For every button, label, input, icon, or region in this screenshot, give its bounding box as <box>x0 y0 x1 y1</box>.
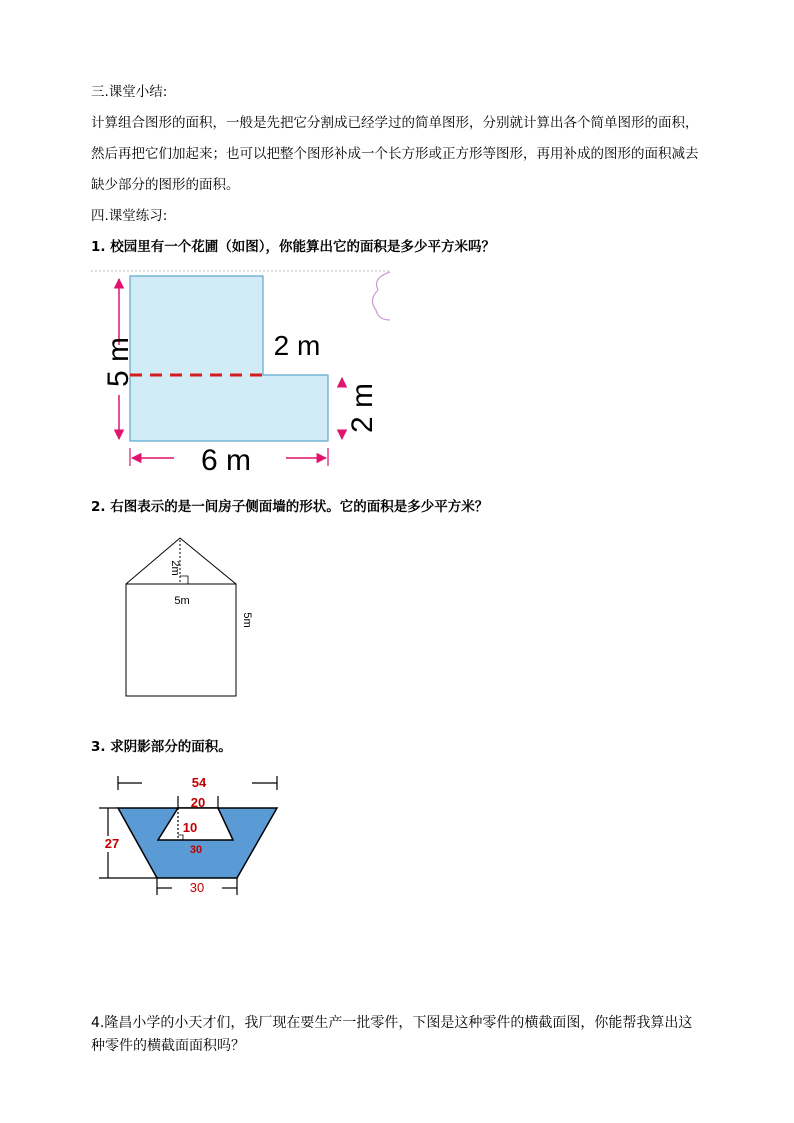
label-inner-top: 20 <box>190 795 206 810</box>
question-1-text: 1. 校园里有一个花圃（如图），你能算出它的面积是多少平方米吗？ <box>91 239 495 255</box>
label-height: 27 <box>104 836 120 851</box>
label-height: 5 m <box>102 336 135 388</box>
question-3-text: 3. 求阴影部分的面积。 <box>91 739 232 755</box>
figure-1-flowerbed <box>91 271 390 477</box>
label-inner-height: 10 <box>182 820 198 835</box>
question-2-text: 2. 右图表示的是一间房子侧面墙的形状。它的面积是多少平方米？ <box>91 499 489 515</box>
label-side: 5m <box>241 612 253 628</box>
label-top-width: 54 <box>191 775 207 790</box>
figure-3-trapezoid <box>98 775 277 895</box>
section3-heading: 三.课堂小结: <box>91 84 168 100</box>
cloud-decoration <box>372 272 390 320</box>
right-angle-mark <box>180 576 188 584</box>
label-width: 6 m <box>200 444 252 477</box>
figure-2-house-wall <box>126 538 253 696</box>
label-base: 5m <box>174 595 190 607</box>
question-4-text: 4.隆昌小学的小天才们，我厂现在要生产一批零件，下图是这种零件的横截面图，你能帮我算出这种零件的横截面面积吗？ <box>91 1015 693 1054</box>
label-bottom-width: 30 <box>189 880 205 895</box>
section4-heading: 四.课堂练习: <box>91 208 168 224</box>
label-notch: 2 m <box>273 330 321 361</box>
label-inner-bottom: 30 <box>189 844 203 856</box>
section3-body: 计算组合图形的面积，一般是先把它分割成已经学过的简单图形，分别就计算出各个简单图形的面积，然后再把它们加起来；也可以把整个图形补成一个长方形或正方形等图形，再用补成的图形的面积减去缺少部分的图形的面积。 <box>91 115 699 193</box>
label-right-height: 2 m <box>346 382 379 434</box>
label-triangle-height: 2m <box>169 560 181 576</box>
